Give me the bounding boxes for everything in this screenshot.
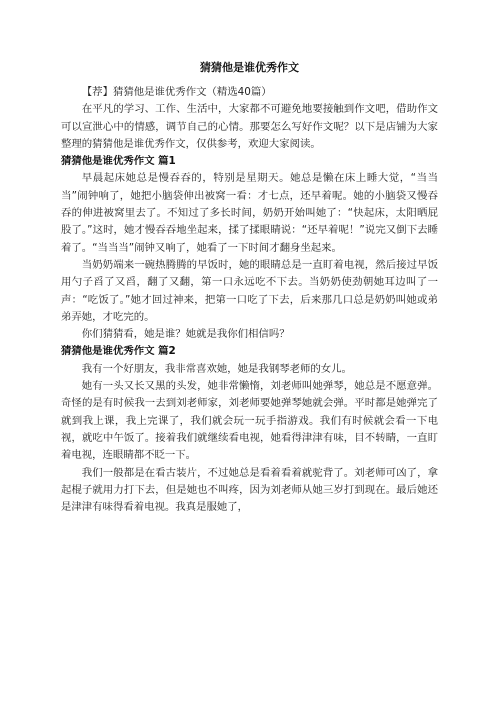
intro-paragraph: 在平凡的学习、工作、生活中，大家都不可避免地要接触到作文吧，借助作文可以宣泄心中的情感，调节自己的心情。那要怎么写好作文呢？以下是店铺为大家整理的猜猜他是谁优秀作文，仅供参考，欢迎大家阅读。 xyxy=(61,103,438,150)
section-2-paragraph: 我有一个好朋友，我非常喜欢她，她是我钢琴老师的女儿。 xyxy=(81,362,352,375)
section-1-paragraph: 当奶奶端来一碗热腾腾的早饭时，她的眼睛总是一直盯着电视，然后接过早饭用勺子舀了又舀，翻了又翻，第一口永远吃不下去。当奶奶使劲朝她耳边叫了一声：“吃饭了。”她才回过神来，把第一口吃了下去，后来那几口总是奶奶叫她或弟弟弄她，才吃完的。 xyxy=(61,258,438,323)
section-1-paragraph: 早晨起床她总是慢吞吞的，特别是星期天。她总是懒在床上睡大觉，“当当当”闹钟响了，她把小脑袋伸出被窝一看：才七点，还早着呢。她的小脑袋又慢吞吞的伸进被窝里去了。不知过了多长时间，奶奶开始叫她了：“快起床，太阳晒屁股了。”这时，她才慢吞吞地坐起来，揉了揉眼睛说：“还早着呢！”说完又倒下去睡着了。“当当当”闹钟又响了，她看了一下时间才翻身坐起来。 xyxy=(61,172,438,254)
section-2-paragraph: 她有一头又长又黑的头发，她非常懒惰，刘老师叫她弹琴，她总是不愿意弹。奇怪的是有时候我一去到刘老师家，刘老师要她弹琴她就会弹。平时都是她弹完了就到我上课，我上完课了，我们就会玩一玩手指游戏。我们有时候就会看一下电视，就吃中午饭了。接着我们就继续看电视，她看得津津有味，目不转睛，一直盯着电视，连眼睛都不眨一下。 xyxy=(61,380,438,462)
section-heading-1: 猜猜他是谁优秀作文 篇1 xyxy=(61,155,176,168)
intro-recommend-line: 【荐】猜猜他是谁优秀作文（精选40篇） xyxy=(81,86,272,98)
document-page xyxy=(61,60,438,516)
section-1-paragraph: 你们猜猜看，她是谁？她就是我你们相信吗？ xyxy=(81,328,290,341)
section-heading-2: 猜猜他是谁优秀作文 篇2 xyxy=(61,345,176,358)
section-2-paragraph: 我们一般都是在看古装片，不过她总是看着看着就驼背了。刘老师可凶了，拿起棍子就用力打下去，但是她也不叫疼，因为刘老师从她三岁打到现在。最后她还是津津有味得看着电视。我真是服她了， xyxy=(61,466,438,514)
document-title: 猜猜他是谁优秀作文 xyxy=(200,61,299,74)
